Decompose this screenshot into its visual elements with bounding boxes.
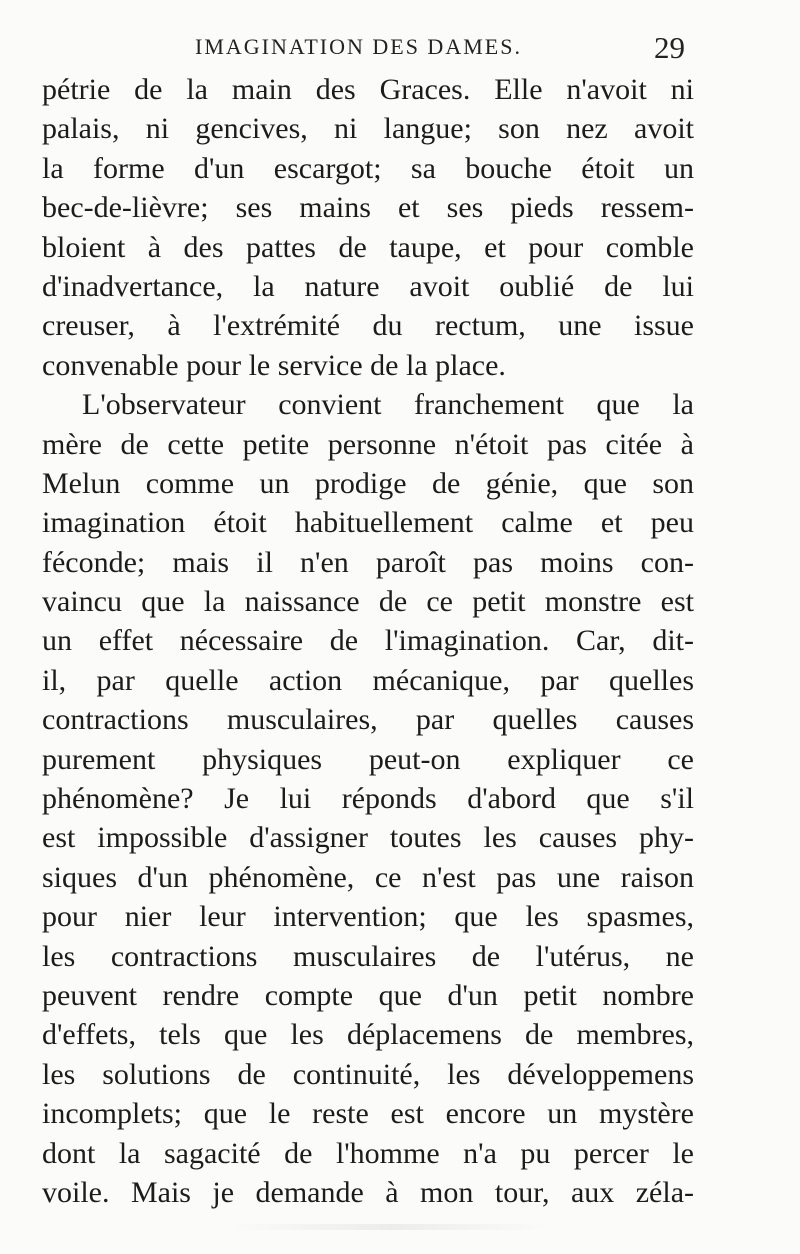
text-line: les solutions de continuité, les développemens xyxy=(42,1057,694,1091)
text-line: d'effets, tels que les déplacemens de membres, xyxy=(42,1018,694,1052)
text-line: creuser, à l'extrémité du rectum, une issue xyxy=(42,309,694,343)
text-line: vaincu que la naissance de ce petit monstre est xyxy=(42,585,694,619)
running-title: IMAGINATION DES DAMES. xyxy=(195,34,522,59)
text-line: convenable pour le service de la place. xyxy=(42,348,506,382)
text-line: pour nier leur intervention; que les spasmes, xyxy=(42,900,694,934)
text-line: pétrie de la main des Graces. Elle n'avoit ni xyxy=(42,73,694,106)
text-line: un effet nécessaire de l'imagination. Car, dit- xyxy=(42,624,694,658)
running-header xyxy=(45,30,685,70)
text-line: peuvent rendre compte que d'un petit nombre xyxy=(42,978,694,1012)
paragraph-start-line: L'observateur convient franchement que la xyxy=(82,388,694,422)
text-line: phénomène? Je lui réponds d'abord que s'il xyxy=(42,782,694,816)
text-line: imagination étoit habituellement calme et peu xyxy=(42,506,694,540)
page-number: 29 xyxy=(654,30,685,65)
text-line: Melun comme un prodige de génie, que son xyxy=(42,466,694,500)
text-line: la forme d'un escargot; sa bouche étoit un xyxy=(42,151,694,185)
text-line: d'inadvertance, la nature avoit oublié de lui xyxy=(42,269,694,303)
text-line: dont la sagacité de l'homme n'a pu percer le xyxy=(42,1136,694,1170)
text-line: voile. Mais je demande à mon tour, aux zéla- xyxy=(42,1175,694,1209)
text-line: contractions musculaires, par quelles causes xyxy=(42,703,694,737)
text-line: bec-de-lièvre; ses mains et ses pieds ressem- xyxy=(42,191,694,225)
text-line: purement physiques peut-on expliquer ce xyxy=(42,742,694,776)
text-line: il, par quelle action mécanique, par quelles xyxy=(42,663,694,697)
body-text xyxy=(42,70,694,1212)
text-line: les contractions musculaires de l'utérus, ne xyxy=(42,939,694,973)
text-line: palais, ni gencives, ni langue; son nez avoit xyxy=(42,112,694,146)
text-line: siques d'un phénomène, ce n'est pas une raison xyxy=(42,860,694,894)
text-line: mère de cette petite personne n'étoit pas citée à xyxy=(42,427,694,461)
text-line: incomplets; que le reste est encore un mystère xyxy=(42,1097,694,1131)
show-through-smudge xyxy=(230,1224,550,1230)
text-line: féconde; mais il n'en paroît pas moins con- xyxy=(42,545,694,579)
text-line: bloient à des pattes de taupe, et pour comble xyxy=(42,230,694,264)
text-line: est impossible d'assigner toutes les causes phy- xyxy=(42,821,694,855)
